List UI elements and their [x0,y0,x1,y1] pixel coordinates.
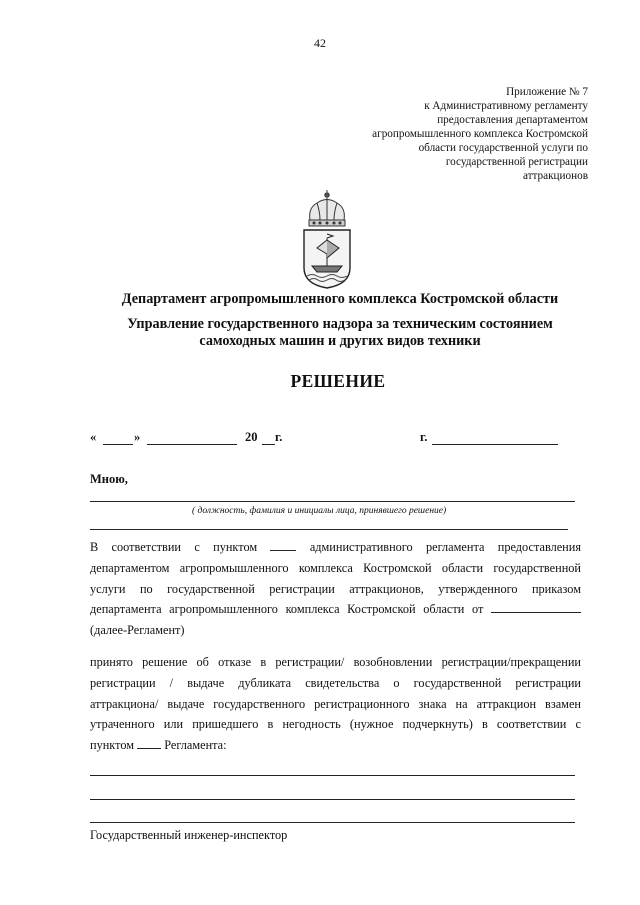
p2-line-5a: пунктом [90,738,135,753]
official-name-blank[interactable] [90,501,575,502]
page-number: 42 [314,36,326,50]
appendix-line: Приложение № 7 [506,86,588,98]
p1-line-5: (далее-Регламент) [90,623,185,638]
reason-line-3[interactable] [90,822,575,823]
paragraph-2 [90,652,581,756]
open-quote: « [90,430,97,444]
office-title [0,316,640,350]
reason-line-2[interactable] [90,799,575,800]
kostroma-coat-of-arms-icon [290,190,364,290]
reason-line-1[interactable] [90,775,575,776]
reglament-point-blank[interactable] [137,737,161,749]
close-quote: » [134,430,141,444]
year-prefix: 20 [245,430,258,444]
crown-icon [309,190,345,226]
city-blank[interactable] [432,444,558,445]
p1-line-1a: В соответствии с пунктом [90,540,258,554]
date-line [90,430,560,448]
p1-line-3: услуги по государственной регистрации аттракционов, утвержденного приказом [90,581,581,596]
appendix-line: области государственной услуги по [418,142,588,154]
department-title: Департамент агропромышленного комплекса Костромской области [121,291,559,307]
p2-line-4: утраченного или пришедшего в негодность (нужное подчеркнуть) в соответствии с [90,717,581,732]
office-title-line: Управление государственного надзора за техническим состоянием [127,316,553,332]
official-hint: ( должность, фамилия и инициалы лица, принявшего решение) [192,506,447,516]
day-blank[interactable] [103,444,133,445]
point-number-blank[interactable] [270,539,296,551]
office-title-line: самоходных машин и других видов техники [199,333,481,349]
p2-line-3: аттракциона/ выдаче государственного регистрационного знака на аттракцион взамен [90,696,581,711]
appendix-line: аттракционов [522,170,588,182]
p2-line-5b: Регламента: [164,738,227,753]
by-me-label: Мною, [90,472,128,486]
appendix-line: государственной регистрации [445,156,588,168]
year-blank[interactable] [262,444,275,445]
p1-line-2: департаментом агропромышленного комплекса Костромской области государственной [90,560,581,575]
appendix-line: предоставления департаментом [437,114,588,126]
p1-line-1b: административного регламента предоставления [309,540,581,554]
official-name-blank-2[interactable] [90,529,568,530]
appendix-line: к Административному регламенту [424,100,588,112]
appendix-line: агропромышленного комплекса Костромской [372,128,588,140]
p2-line-2: регистрации / выдаче дубликата свидетельства о государственной регистрации [90,675,581,690]
document-title: РЕШЕНИЕ [290,371,386,391]
month-blank[interactable] [147,444,237,445]
appendix-block [268,85,588,183]
paragraph-1 [90,537,581,641]
order-date-blank[interactable] [491,601,581,613]
signature-label: Государственный инженер-инспектор [90,828,288,842]
p1-line-4: департамента агропромышленного комплекса Костромской области от [90,602,484,617]
p2-line-1: принято решение об отказе в регистрации/ возобновлении регистрации/прекращении [90,655,581,669]
year-suffix: г. [275,430,283,444]
city-prefix: г. [420,430,428,444]
